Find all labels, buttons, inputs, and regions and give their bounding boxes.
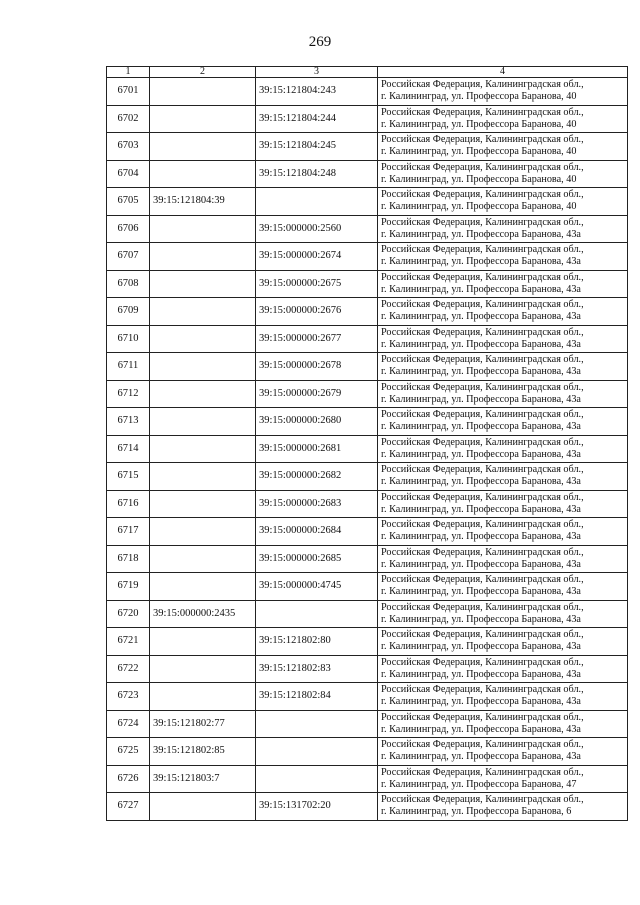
- cadastral-number-col2: 39:15:121803:7: [150, 765, 256, 793]
- address-cell: [378, 655, 628, 683]
- address-cell: [378, 380, 628, 408]
- address-line-2: г. Калининград, ул. Профессора Баранова, 43а: [381, 586, 581, 598]
- row-number: 6710: [107, 325, 150, 353]
- address-cell: [378, 133, 628, 161]
- address-cell: [378, 600, 628, 628]
- row-number: 6708: [107, 270, 150, 298]
- table-row: [107, 188, 628, 216]
- address-cell: [378, 353, 628, 381]
- address-line-2: г. Калининград, ул. Профессора Баранова, 43а: [381, 228, 581, 240]
- cadastral-number-col3: [256, 710, 378, 738]
- row-number: 6727: [107, 793, 150, 821]
- table-row: [107, 353, 628, 381]
- row-number: 6711: [107, 353, 150, 381]
- cadastral-number-col2: [150, 463, 256, 491]
- cadastral-number-col2: [150, 490, 256, 518]
- registry-table: [106, 66, 628, 821]
- row-number: 6721: [107, 628, 150, 656]
- address-line-1: Российская Федерация, Калининградская обл.,: [381, 436, 584, 448]
- table-row: [107, 298, 628, 326]
- row-number: 6719: [107, 573, 150, 601]
- address-cell: [378, 683, 628, 711]
- cadastral-number-col3: 39:15:121802:80: [256, 628, 378, 656]
- address-line-2: г. Калининград, ул. Профессора Баранова, 43а: [381, 751, 581, 763]
- cadastral-number-col2: [150, 215, 256, 243]
- cadastral-number-col3: 39:15:121802:84: [256, 683, 378, 711]
- cadastral-number-col2: [150, 133, 256, 161]
- address-line-1: Российская Федерация, Калининградская обл.,: [381, 519, 584, 531]
- cadastral-number-col3: 39:15:000000:2560: [256, 215, 378, 243]
- table-row: [107, 765, 628, 793]
- cadastral-number-col3: 39:15:000000:4745: [256, 573, 378, 601]
- table-row: [107, 133, 628, 161]
- address-line-2: г. Калининград, ул. Профессора Баранова, 40: [381, 91, 577, 103]
- row-number: 6716: [107, 490, 150, 518]
- cadastral-number-col3: 39:15:000000:2675: [256, 270, 378, 298]
- address-cell: [378, 78, 628, 106]
- column-header-3: 3: [256, 67, 378, 78]
- row-number: 6717: [107, 518, 150, 546]
- table-row: [107, 243, 628, 271]
- cadastral-number-col2: [150, 793, 256, 821]
- row-number: 6707: [107, 243, 150, 271]
- table-row: [107, 683, 628, 711]
- address-line-2: г. Калининград, ул. Профессора Баранова, 43а: [381, 256, 581, 268]
- address-cell: [378, 738, 628, 766]
- cadastral-number-col2: [150, 353, 256, 381]
- cadastral-number-col2: [150, 683, 256, 711]
- address-line-1: Российская Федерация, Калининградская обл.,: [381, 189, 584, 201]
- cadastral-number-col2: [150, 518, 256, 546]
- cadastral-number-col2: [150, 628, 256, 656]
- cadastral-number-col3: 39:15:121804:243: [256, 78, 378, 106]
- cadastral-number-col2: [150, 435, 256, 463]
- address-line-2: г. Калининград, ул. Профессора Баранова, 43а: [381, 723, 581, 735]
- table-row: [107, 545, 628, 573]
- address-line-2: г. Калининград, ул. Профессора Баранова, 43а: [381, 696, 581, 708]
- address-line-1: Российская Федерация, Калининградская обл.,: [381, 161, 584, 173]
- address-cell: [378, 188, 628, 216]
- address-line-1: Российская Федерация, Калининградская обл.,: [381, 106, 584, 118]
- cadastral-number-col3: 39:15:121802:83: [256, 655, 378, 683]
- address-cell: [378, 160, 628, 188]
- table-row: [107, 518, 628, 546]
- cadastral-number-col3: 39:15:000000:2680: [256, 408, 378, 436]
- table-row: [107, 105, 628, 133]
- address-cell: [378, 793, 628, 821]
- cadastral-number-col3: 39:15:131702:20: [256, 793, 378, 821]
- table-row: [107, 160, 628, 188]
- address-line-2: г. Калининград, ул. Профессора Баранова, 43а: [381, 503, 581, 515]
- address-line-1: Российская Федерация, Калининградская обл.,: [381, 684, 584, 696]
- address-line-1: Российская Федерация, Калининградская обл.,: [381, 409, 584, 421]
- address-cell: [378, 710, 628, 738]
- cadastral-number-col3: 39:15:121804:245: [256, 133, 378, 161]
- address-line-2: г. Калининград, ул. Профессора Баранова, 6: [381, 806, 572, 818]
- row-number: 6722: [107, 655, 150, 683]
- row-number: 6725: [107, 738, 150, 766]
- cadastral-number-col2: 39:15:000000:2435: [150, 600, 256, 628]
- cadastral-number-col2: 39:15:121802:77: [150, 710, 256, 738]
- cadastral-number-col3: 39:15:121804:248: [256, 160, 378, 188]
- address-line-1: Российская Федерация, Калининградская обл.,: [381, 381, 584, 393]
- cadastral-number-col3: 39:15:000000:2681: [256, 435, 378, 463]
- cadastral-number-col2: [150, 545, 256, 573]
- table-row: [107, 738, 628, 766]
- table-body: [107, 78, 628, 821]
- row-number: 6714: [107, 435, 150, 463]
- address-line-2: г. Калининград, ул. Профессора Баранова, 40: [381, 118, 577, 130]
- address-cell: [378, 628, 628, 656]
- table-row: [107, 380, 628, 408]
- cadastral-number-col2: [150, 655, 256, 683]
- table-row: [107, 78, 628, 106]
- table-row: [107, 215, 628, 243]
- cadastral-number-col2: [150, 573, 256, 601]
- address-cell: [378, 765, 628, 793]
- table-row: [107, 463, 628, 491]
- address-cell: [378, 298, 628, 326]
- table-row: [107, 655, 628, 683]
- address-line-2: г. Калининград, ул. Профессора Баранова, 40: [381, 146, 577, 158]
- cadastral-number-col2: [150, 243, 256, 271]
- table-row: [107, 600, 628, 628]
- address-cell: [378, 215, 628, 243]
- row-number: 6701: [107, 78, 150, 106]
- cadastral-number-col3: 39:15:000000:2682: [256, 463, 378, 491]
- address-line-1: Российская Федерация, Калининградская обл.,: [381, 656, 584, 668]
- address-line-1: Российская Федерация, Калининградская обл.,: [381, 326, 584, 338]
- row-number: 6705: [107, 188, 150, 216]
- row-number: 6709: [107, 298, 150, 326]
- address-line-1: Российская Федерация, Калининградская обл.,: [381, 464, 584, 476]
- cadastral-number-col2: [150, 160, 256, 188]
- address-line-2: г. Калининград, ул. Профессора Баранова, 40: [381, 173, 577, 185]
- cadastral-number-col2: [150, 380, 256, 408]
- address-line-2: г. Калининград, ул. Профессора Баранова, 43а: [381, 366, 581, 378]
- row-number: 6715: [107, 463, 150, 491]
- address-line-2: г. Калининград, ул. Профессора Баранова, 43а: [381, 668, 581, 680]
- table-row: [107, 573, 628, 601]
- address-cell: [378, 573, 628, 601]
- table-row: [107, 325, 628, 353]
- cadastral-number-col2: [150, 298, 256, 326]
- address-cell: [378, 435, 628, 463]
- address-line-2: г. Калининград, ул. Профессора Баранова, 43а: [381, 613, 581, 625]
- table-row: [107, 435, 628, 463]
- cadastral-number-col2: [150, 78, 256, 106]
- cadastral-number-col3: 39:15:000000:2684: [256, 518, 378, 546]
- address-line-1: Российская Федерация, Калининградская обл.,: [381, 601, 584, 613]
- table-row: [107, 628, 628, 656]
- cadastral-number-col2: [150, 270, 256, 298]
- address-line-2: г. Калининград, ул. Профессора Баранова, 43а: [381, 338, 581, 350]
- address-line-1: Российская Федерация, Калининградская обл.,: [381, 629, 584, 641]
- cadastral-number-col3: 39:15:000000:2678: [256, 353, 378, 381]
- address-cell: [378, 270, 628, 298]
- address-line-1: Российская Федерация, Калининградская обл.,: [381, 739, 584, 751]
- row-number: 6703: [107, 133, 150, 161]
- cadastral-number-col3: 39:15:000000:2676: [256, 298, 378, 326]
- cadastral-number-col3: 39:15:000000:2679: [256, 380, 378, 408]
- address-line-2: г. Калининград, ул. Профессора Баранова, 43а: [381, 448, 581, 460]
- cadastral-number-col2: [150, 325, 256, 353]
- table-row: [107, 710, 628, 738]
- address-line-2: г. Калининград, ул. Профессора Баранова, 43а: [381, 476, 581, 488]
- address-line-2: г. Калининград, ул. Профессора Баранова, 43а: [381, 311, 581, 323]
- cadastral-number-col3: [256, 738, 378, 766]
- cadastral-number-col2: 39:15:121804:39: [150, 188, 256, 216]
- address-line-2: г. Калининград, ул. Профессора Баранова, 47: [381, 778, 577, 790]
- address-line-1: Российская Федерация, Калининградская обл.,: [381, 271, 584, 283]
- row-number: 6702: [107, 105, 150, 133]
- table-row: [107, 793, 628, 821]
- page-number: 269: [308, 34, 332, 50]
- row-number: 6723: [107, 683, 150, 711]
- cadastral-number-col3: 39:15:000000:2674: [256, 243, 378, 271]
- address-cell: [378, 463, 628, 491]
- cadastral-number-col3: [256, 765, 378, 793]
- address-cell: [378, 105, 628, 133]
- address-line-1: Российская Федерация, Калининградская обл.,: [381, 711, 584, 723]
- column-header-2: 2: [150, 67, 256, 78]
- cadastral-number-col2: [150, 105, 256, 133]
- address-line-2: г. Калининград, ул. Профессора Баранова, 43а: [381, 283, 581, 295]
- row-number: 6720: [107, 600, 150, 628]
- address-line-2: г. Калининград, ул. Профессора Баранова, 43а: [381, 421, 581, 433]
- address-line-1: Российская Федерация, Калининградская обл.,: [381, 134, 584, 146]
- table-row: [107, 270, 628, 298]
- cadastral-number-col3: 39:15:000000:2685: [256, 545, 378, 573]
- cadastral-number-col3: [256, 600, 378, 628]
- address-cell: [378, 408, 628, 436]
- row-number: 6713: [107, 408, 150, 436]
- address-cell: [378, 325, 628, 353]
- address-line-1: Российская Федерация, Калининградская обл.,: [381, 244, 584, 256]
- row-number: 6724: [107, 710, 150, 738]
- address-cell: [378, 243, 628, 271]
- address-line-1: Российская Федерация, Калининградская обл.,: [381, 299, 584, 311]
- address-line-2: г. Калининград, ул. Профессора Баранова, 43а: [381, 641, 581, 653]
- address-line-1: Российская Федерация, Калининградская обл.,: [381, 766, 584, 778]
- row-number: 6718: [107, 545, 150, 573]
- row-number: 6726: [107, 765, 150, 793]
- address-line-1: Российская Федерация, Калининградская обл.,: [381, 491, 584, 503]
- column-header-1: 1: [107, 67, 150, 78]
- address-line-1: Российская Федерация, Калининградская обл.,: [381, 546, 584, 558]
- address-line-1: Российская Федерация, Калининградская обл.,: [381, 354, 584, 366]
- address-line-2: г. Калининград, ул. Профессора Баранова, 43а: [381, 393, 581, 405]
- address-line-1: Российская Федерация, Калининградская обл.,: [381, 574, 584, 586]
- row-number: 6712: [107, 380, 150, 408]
- table-header-row: [107, 67, 628, 78]
- row-number: 6704: [107, 160, 150, 188]
- address-line-2: г. Калининград, ул. Профессора Баранова, 43а: [381, 531, 581, 543]
- table-row: [107, 490, 628, 518]
- cadastral-number-col3: 39:15:121804:244: [256, 105, 378, 133]
- cadastral-number-col3: 39:15:000000:2683: [256, 490, 378, 518]
- address-line-1: Российская Федерация, Калининградская обл.,: [381, 216, 584, 228]
- cadastral-number-col2: 39:15:121802:85: [150, 738, 256, 766]
- cadastral-number-col2: [150, 408, 256, 436]
- address-line-1: Российская Федерация, Калининградская обл.,: [381, 794, 584, 806]
- address-line-2: г. Калининград, ул. Профессора Баранова, 43а: [381, 558, 581, 570]
- address-line-1: Российская Федерация, Калининградская обл.,: [381, 79, 584, 91]
- address-cell: [378, 490, 628, 518]
- table-row: [107, 408, 628, 436]
- cadastral-number-col3: [256, 188, 378, 216]
- address-line-2: г. Калининград, ул. Профессора Баранова, 40: [381, 201, 577, 213]
- address-cell: [378, 545, 628, 573]
- address-cell: [378, 518, 628, 546]
- column-header-4: 4: [378, 67, 628, 78]
- row-number: 6706: [107, 215, 150, 243]
- cadastral-number-col3: 39:15:000000:2677: [256, 325, 378, 353]
